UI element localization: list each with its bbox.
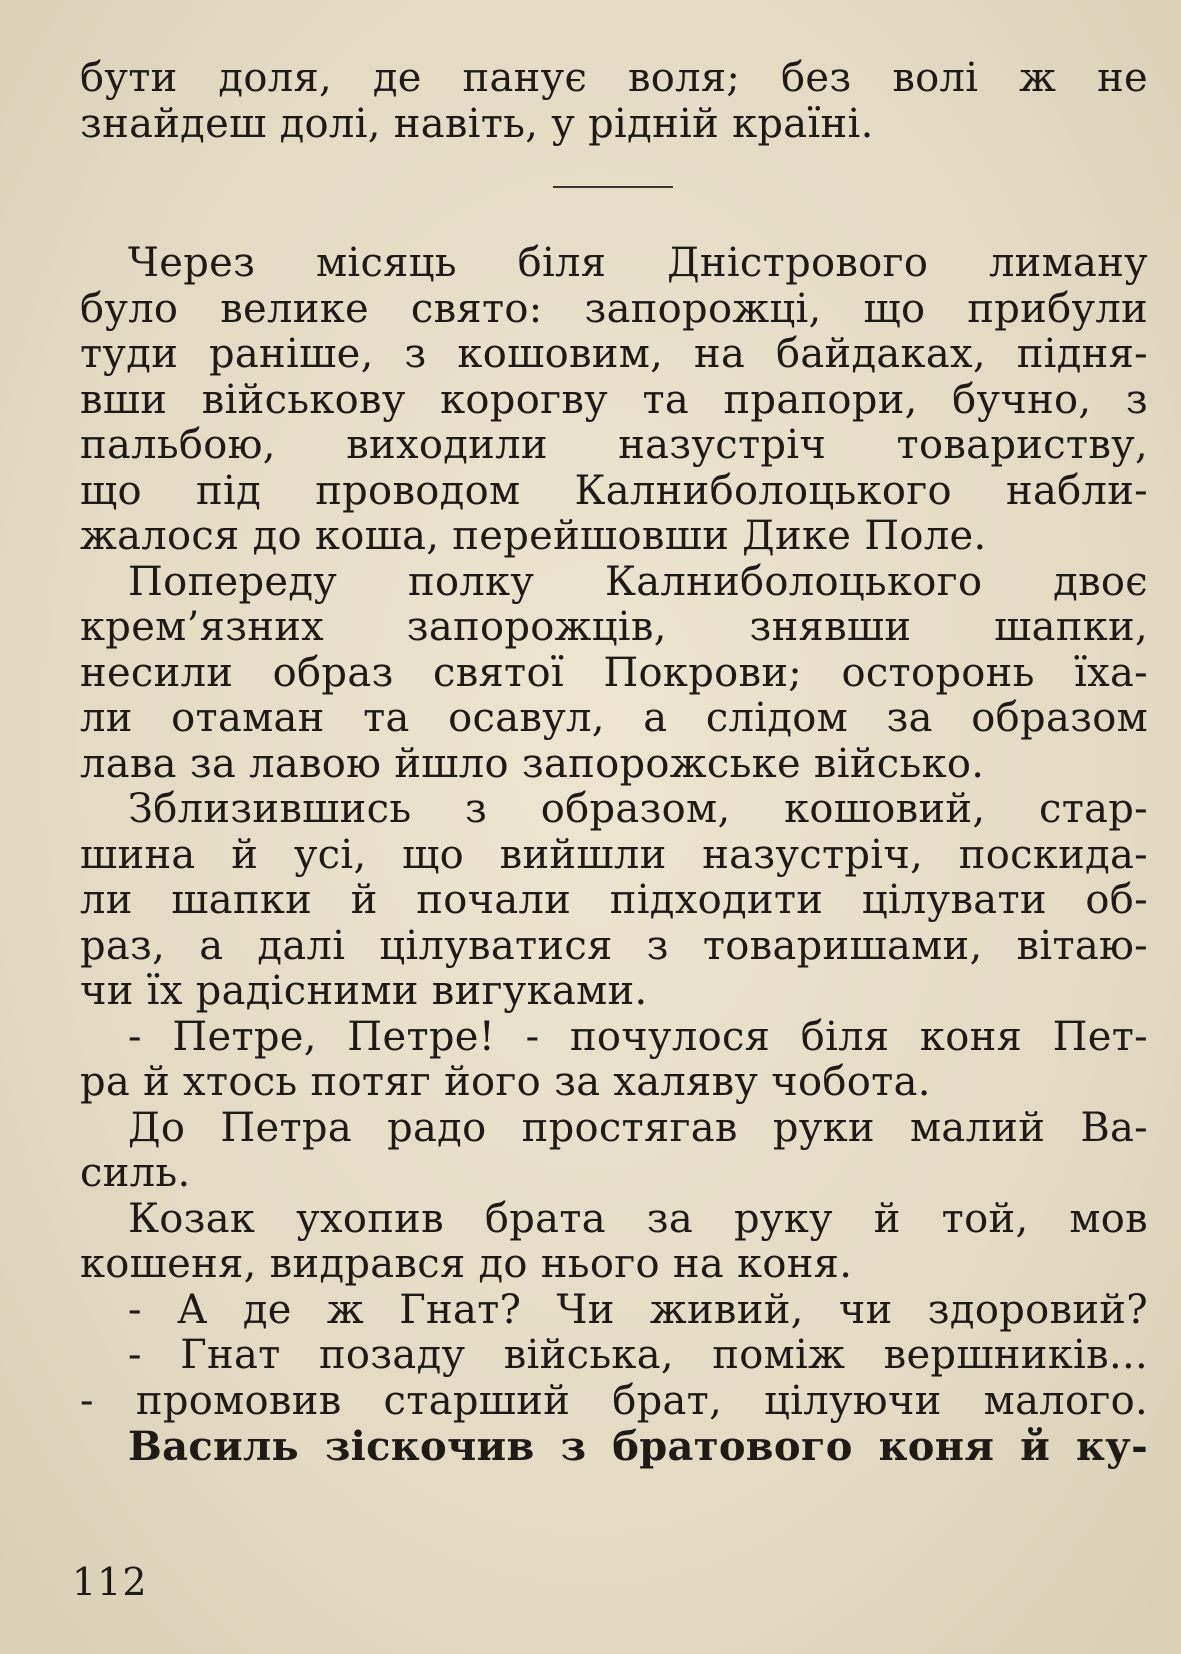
top-paragraph (80, 56, 1148, 147)
text-line: вши військову корогву та прапори, бучно, з (80, 376, 1148, 423)
text-line: лава за лавою йшло запорожське військо. (80, 740, 985, 787)
section-separator (553, 186, 673, 188)
text-line: ли шапки й почали підходити цілувати об- (80, 877, 1148, 923)
text-line: що під проводом Калниболоцького набли- (80, 467, 1148, 514)
text-line: Василь зіскочив з братового коня й ку- (128, 1423, 1148, 1470)
text-line: - Гнат позаду війська, поміж вершників... (128, 1332, 1148, 1378)
text-line: Козак ухопив брата за руку й той, мов (128, 1195, 1148, 1242)
text-line: чи їх радісними вигуками. (80, 968, 648, 1014)
text-line: - промовив старший брат, цілуючи малого. (80, 1377, 1148, 1424)
text-line: бути доля, де панує воля; без волі ж не (80, 55, 1148, 101)
text-line: крем’язних запорожців, знявши шапки, (80, 604, 1148, 650)
text-line: - Петре, Петре! - почулося біля коня Пет- (128, 1013, 1148, 1060)
text-line: пальбою, виходили назустріч товариству, (80, 422, 1148, 468)
text-line: несили образ святої Покрови; осторонь їха- (80, 649, 1148, 696)
text-line: ра й хтось потяг його за халяву чобота. (80, 1059, 931, 1105)
text-line: силь. (80, 1150, 191, 1196)
text-line: - А де ж Гнат? Чи живий, чи здоровий? (128, 1286, 1148, 1333)
text-line: було велике свято: запорожці, що прибули (80, 285, 1148, 332)
text-line: жалося до коша, перейшовши Дике Поле. (80, 513, 987, 559)
text-line: кошеня, видрався до нього на коня. (80, 1241, 853, 1287)
text-line: шина й усі, що вийшли назустріч, поскида- (80, 831, 1148, 878)
text-line: туди раніше, з кошовим, на байдаках, підня- (80, 331, 1148, 377)
page-number: 112 (72, 1560, 148, 1604)
text-line: ли отаман та осавул, а слідом за образом (80, 695, 1148, 741)
text-line: Зблизившись з образом, кошовий, стар- (128, 786, 1148, 832)
text-line: Попереду полку Калниболоцького двоє (128, 558, 1148, 605)
main-text (80, 241, 1148, 1470)
text-line: раз, а далі цілуватися з товаришами, вітаю- (80, 922, 1148, 969)
text-line: До Петра радо простягав руки малий Ва- (128, 1104, 1148, 1151)
text-line: Через місяць біля Дністрового лиману (128, 240, 1148, 286)
text-line: знайдеш долі, навіть, у рідній країні. (80, 100, 874, 147)
